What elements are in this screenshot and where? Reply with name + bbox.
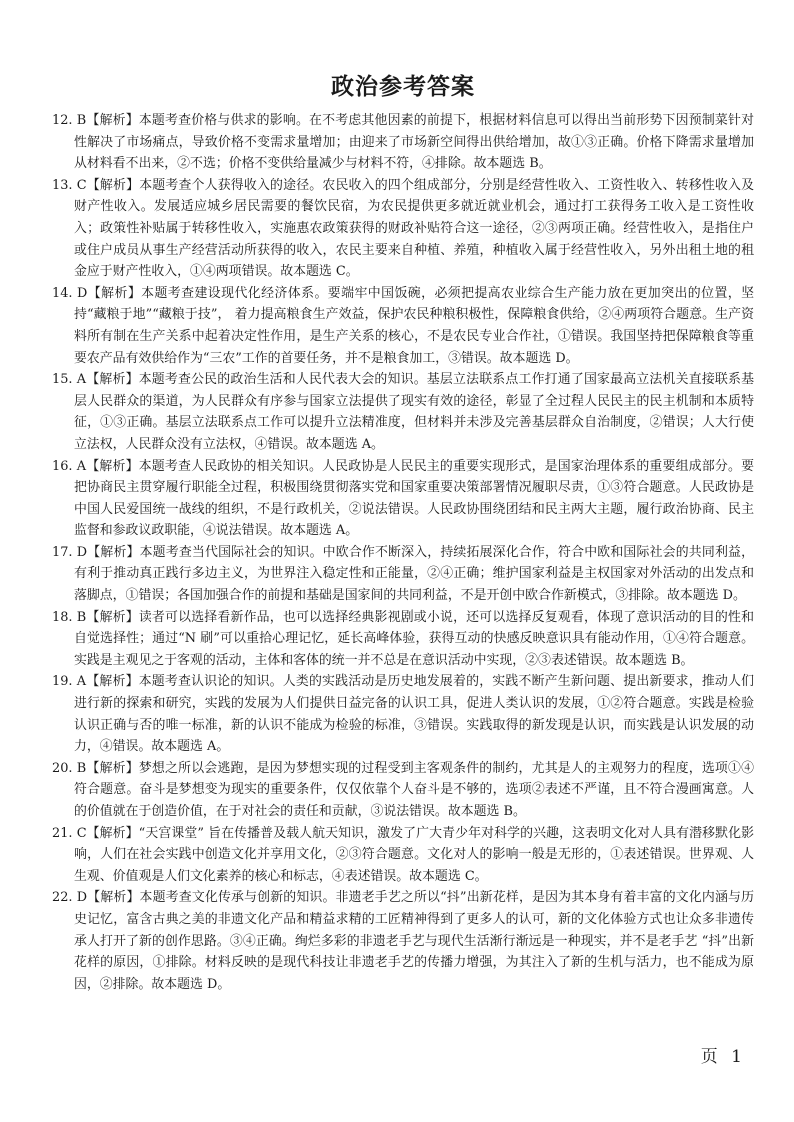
answer-item-13: 13. C【解析】本题考查个人获得收入的途径。农民收入的四个组成部分，分别是经营性收入、工资性收入、转移性收入及财产性收入。发展适应城乡居民需要的餐饮民宿，为农民提供更多就近就业机会，通过打工获得务工收入是工资性收入；政策性补贴属于转移性收入，实施惠农政策获得的财政补贴符合这一途径，②③两项正确。经营性收入，是指住户或住户成员从事生产经营活动所获得的收入，农民主要来自种植、养殖，种植收入属于经营性收入，另外出租土地的租金应于财产性收入，①④两项错误。故本题选 C。 [52, 177, 754, 280]
answer-item-17: 17. D【解析】本题考查当代国际社会的知识。中欧合作不断深入，持续拓展深化合作，符合中欧和国际社会的共同利益，有利于推动真正践行多边主义，为世界注入稳定性和正能量，②④正确；维护国家利益是主权国家对外活动的出发点和落脚点，①错误；各国加强合作的前提和基础是国家间的共同利益，不是开创中欧合作新模式，③排除。故本题选 D。 [52, 544, 754, 604]
answer-item-14: 14. D【解析】本题考查建设现代化经济体系。要端牢中国饭碗，必须把提高农业综合生产能力放在更加突出的位置，坚持“藏粮于地”“藏粮于技”， 着力提高粮食生产效益，保护农民种粮积极性，保障粮食供给，②④两项符合题意。生产资料所有制在生产关系中起着决定性作用，是生产关系的核心，不是农民专业合作社，①错误。我国坚持把保障粮食等重要农产品有效供给作为“三农”工作的首要任务，并不是粮食加工，③错误。故本题选 D。 [52, 285, 754, 366]
answer-item-15: 15. A【解析】本题考查公民的政治生活和人民代表大会的知识。基层立法联系点工作打通了国家最高立法机关直接联系基层人民群众的渠道，为人民群众有序参与国家立法提供了现实有效的途径，彰显了全过程人民民主的民主机制和本质特征，①③正确。基层立法联系点工作可以提升立法精准度，但材料并未涉及完善基层群众自治制度，②错误；人大行使立法权，人民群众没有立法权，④错误。故本题选 A。 [52, 372, 754, 452]
answer-list [52, 110, 754, 995]
answer-item-16: 16. A【解析】本题考查人民政协的相关知识。人民政协是人民民主的重要实现形式，是国家治理体系的重要组成部分。要把协商民主贯穿履行职能全过程，积极围绕贯彻落实党和国家重要决策部署情况履职尽责，①③符合题意。人民政协是中国人民爱国统一战线的组织，不是行政机关，②说法错误。人民政协围绕团结和民主两大主题，履行政治协商、民主监督和参政议政职能，④说法错误。故本题选 A。 [52, 458, 754, 539]
page-number: 页 1 [700, 1047, 746, 1067]
answer-item-20: 20. B【解析】梦想之所以会逃跑，是因为梦想实现的过程受到主客观条件的制约，尤其是人的主观努力的程度，选项①④符合题意。奋斗是梦想变为现实的重要条件，仅仅依靠个人奋斗是不够的，选项②表述不严谨，且不符合漫画寓意。人的价值就在于创造价值，在于对社会的责任和贡献，③说法错误。故本题选 B。 [52, 760, 754, 819]
page-title: 政治参考答案 [331, 73, 475, 100]
answer-item-18: 18. B【解析】读者可以选择看新作品，也可以选择经典影视剧或小说，还可以选择反复观看，体现了意识活动的目的性和自觉选择性；通过“N 刷”可以重拾心理记忆，延长高峰体验，获得互动的快感反映意识具有能动作用，①④符合题意。实践是主观见之于客观的活动，主体和客体的统一并不总是在意识活动中实现，②③表述错误。故本题选 B。 [52, 609, 754, 668]
answer-item-22: 22. D【解析】本题考查文化传承与创新的知识。非遗老手艺之所以“抖”出新花样，是因为其本身有着丰富的文化内涵与历史记忆，富含古典之美的非遗文化产品和精益求精的工匠精神得到了更多人的认可，新的文化体验方式也让众多非遗传承人打开了新的创作思路。③④正确。绚烂多彩的非遗老手艺与现代生活渐行渐远是一种现实，并不是老手艺 “抖”出新花样的原因，①排除。材料反映的是现代科技让非遗老手艺的传播力增强，为其注入了新的生机与活力，也不能成为原因，②排除。故本题选 D。 [52, 890, 754, 992]
answer-item-12: 12. B【解析】本题考查价格与供求的影响。在不考虑其他因素的前提下，根据材料信息可以得出当前形势下因预制菜针对性解决了市场痛点，导致价格不变需求量增加；由迎来了市场新空间得出供给增加，故①③正确。价格下降需求量增加从材料看不出来，②不选；价格不变供给量减少与材料不符，④排除。故本题选 B。 [52, 113, 754, 172]
answer-item-21: 21. C【解析】“天宫课堂” 旨在传播普及载人航天知识，激发了广大青少年对科学的兴趣，这表明文化对人具有潜移默化影响，人们在社会实践中创造文化并享用文化，②③符合题意。文化对人的影响一般是无形的，①表述错误。世界观、人生观、价值观是人们文化素养的核心和标志，④表述错误。故本题选 C。 [52, 825, 754, 884]
answer-item-19: 19. A【解析】本题考查认识论的知识。人类的实践活动是历史地发展着的，实践不断产生新问题、提出新要求，推动人们进行新的探索和研究，实践的发展为人们提供日益完备的认识工具，促进人类认识的发展，①②符合题意。实践是检验认识正确与否的唯一标准，新的认识不能成为检验的标准，③错误。实践取得的新发现是认识，而实践是认识发展的动力，④错误。故本题选 A。 [52, 674, 754, 755]
